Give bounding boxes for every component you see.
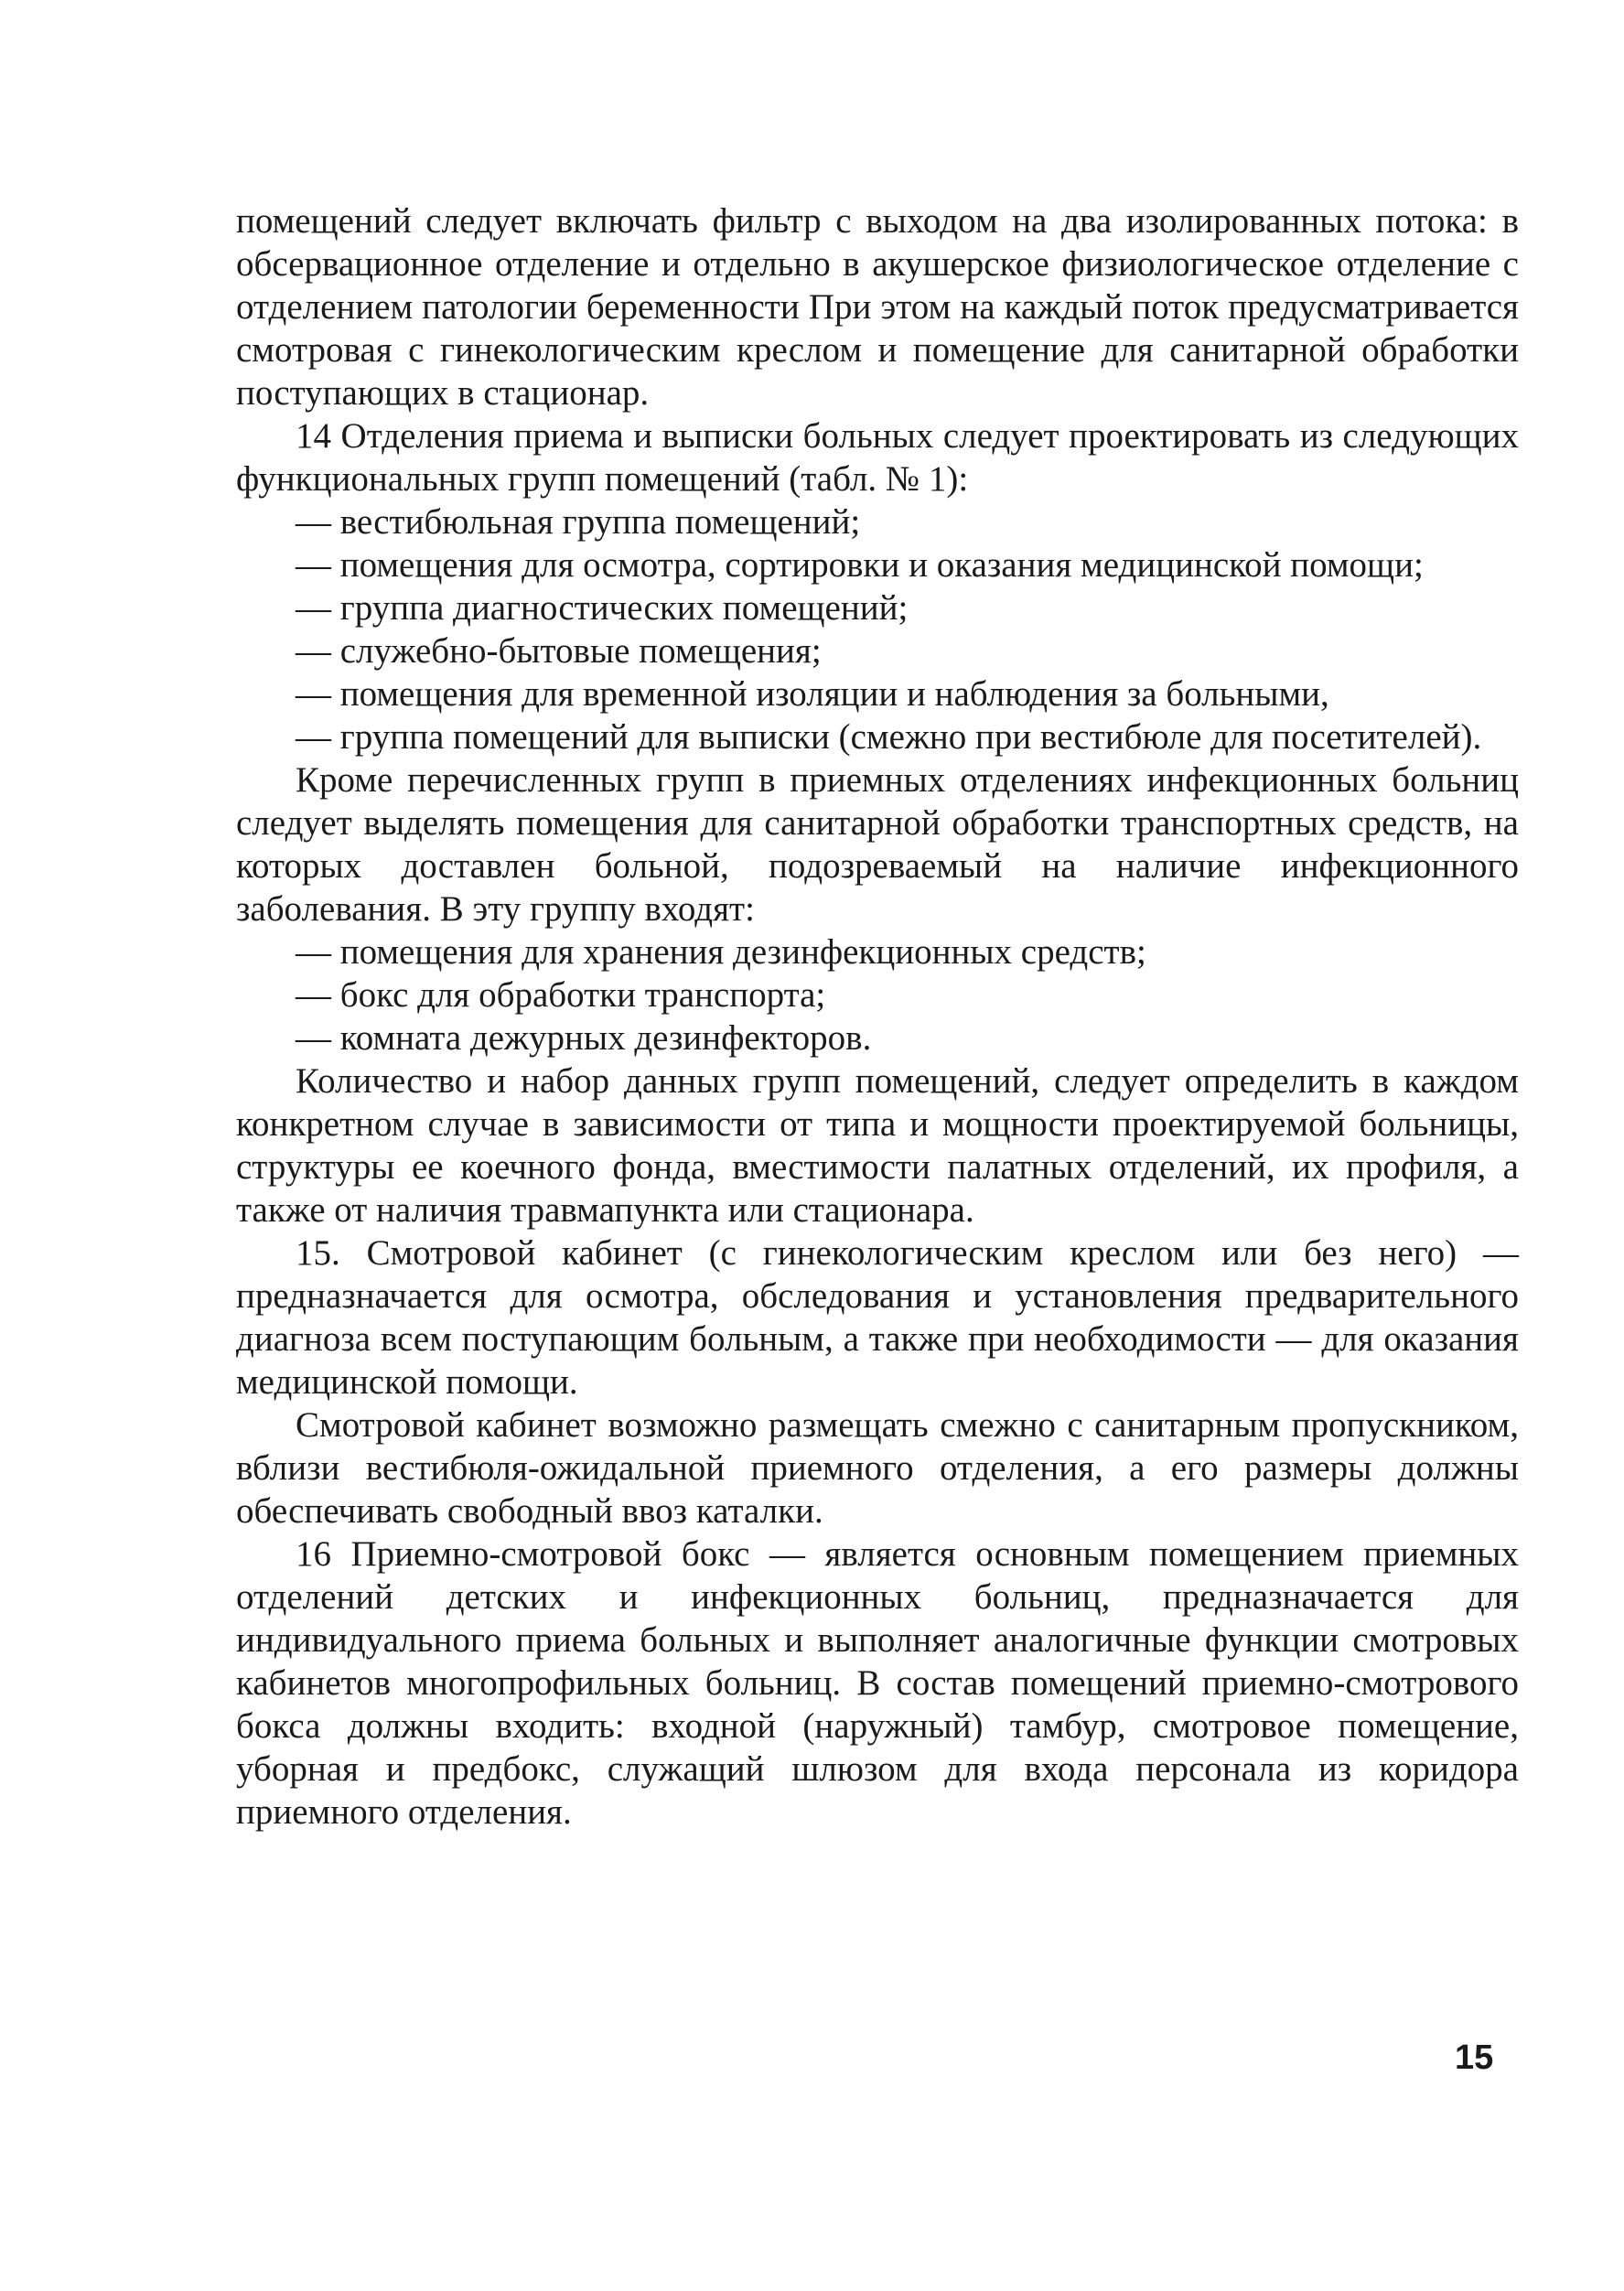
list-item-diagnostic-rooms: — группа диагностических помещений; bbox=[296, 588, 909, 628]
paragraph-infectious-hospitals: Кроме перечисленных групп в приемных отделениях инфекционных больниц следует выделять помещения для санитарной обработки транспортных средств, на которых доставлен больной, подозреваемый на наличие инфекционного заболевания. В эту группу входят: bbox=[236, 760, 1519, 929]
list-item-transport-box: — бокс для обработки транспорта; bbox=[296, 975, 826, 1015]
list-item-disinfector-room: — комната дежурных дезинфекторов. bbox=[296, 1018, 872, 1058]
paragraph-cabinet-placement: Смотровой кабинет возможно размещать смежно с санитарным пропускником, вблизи вестибюля-ожидальной приемного отделения, а его размеры должны обеспечивать свободный ввоз каталки. bbox=[236, 1405, 1519, 1531]
paragraph-filter-continuation: помещений следует включать фильтр с выходом на два изолированных потока: в обсервационное отделение и отдельно в акушерское физиологическое отделение с отделением патологии беременности При этом на каждый поток предусматривается смотровая с гинекологическим креслом и помещение для санитарной обработки поступающих в стационар. bbox=[236, 201, 1519, 413]
page-body bbox=[236, 199, 1519, 1834]
list-item-discharge-rooms: — группа помещений для выписки (смежно при вестибюле для посетителей). bbox=[296, 717, 1482, 757]
list-item-disinfectant-storage: — помещения для хранения дезинфекционных средств; bbox=[296, 932, 1146, 972]
paragraph-quantity: Количество и набор данных групп помещений, следует определить в каждом конкретном случае в зависимости от типа и мощности проектируемой больницы, структуры ее коечного фонда, вместимости палатных отделений, их профиля, а также от наличия травмапункта или стационара. bbox=[236, 1061, 1519, 1230]
list-item-isolation-rooms: — помещения для временной изоляции и наблюдения за больными, bbox=[296, 674, 1329, 714]
list-item-service-rooms: — служебно-бытовые помещения; bbox=[296, 631, 822, 671]
paragraph-14-intro: 14 Отделения приема и выписки больных следует проектировать из следующих функциональных групп помещений (табл. № 1): bbox=[236, 416, 1519, 499]
paragraph-15-examination-cabinet: 15. Смотровой кабинет (с гинекологическим креслом или без него) — предназначается для осмотра, обследования и установления предварительного диагноза всем поступающим больным, а также при необходимости — для оказания медицинской помощи. bbox=[236, 1233, 1519, 1402]
page-number: 15 bbox=[1455, 2038, 1494, 2077]
list-item-examination-rooms: — помещения для осмотра, сортировки и оказания медицинской помощи; bbox=[296, 545, 1424, 585]
list-item-vestibule-group: — вестибюльная группа помещений; bbox=[296, 502, 861, 542]
paragraph-16-reception-box: 16 Приемно-смотровой бокс — является основным помещением приемных отделений детских и инфекционных больниц, предназначается для индивидуального приема больных и выполняет аналогичные функции смотровых кабинетов многопрофильных больниц. В состав помещений приемно-смотрового бокса должны входить: входной (наружный) тамбур, смотровое помещение, уборная и предбокс, служащий шлюзом для входа персонала из коридора приемного отделения. bbox=[236, 1534, 1519, 1832]
